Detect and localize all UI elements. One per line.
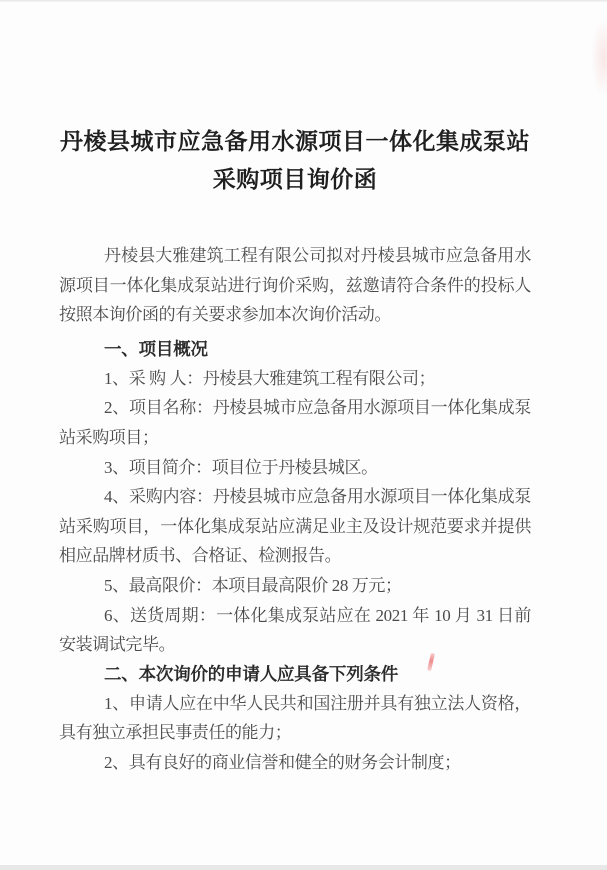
document-title-line-1: 丹棱县城市应急备用水源项目一体化集成泵站 (60, 129, 530, 154)
scan-edge-top (0, 0, 607, 2)
section2-heading: 二、本次询价的申请人应具备下列条件 (104, 663, 399, 684)
document-title (59, 123, 531, 199)
scan-edge-bottom (0, 865, 607, 870)
scan-smudge (591, 18, 607, 98)
section1-item-3: 3、项目简介：项目位于丹棱县城区。 (104, 457, 378, 477)
section1-item-4: 4、采购内容：丹棱县城市应急备用水源项目一体化集成泵站采购项目，一体化集成泵站应满足业主及设计规范要求并提供相应品牌材质书、合格证、检测报告。 (59, 487, 531, 566)
section2-item-2: 2、具有良好的商业信誉和健全的财务会计制度； (104, 752, 461, 772)
section2-item-1: 1、申请人应在中华人民共和国注册并具有独立法人资格，具有独立承担民事责任的能力； (59, 693, 531, 743)
section1-item-6: 6、送货周期：一体化集成泵站应在 2021 年 10 月 31 日前安装调试完毕。 (59, 605, 531, 655)
section1-item-5: 5、最高限价：本项目最高限价 28 万元； (104, 575, 402, 595)
section1-heading: 一、项目概况 (104, 338, 208, 359)
document-title-line-2: 采购项目询价函 (212, 167, 378, 192)
document-content (59, 123, 531, 778)
section1-item-1: 1、采 购 人：丹棱县大雅建筑工程有限公司； (104, 368, 436, 388)
section1-item-2: 2、项目名称：丹棱县城市应急备用水源项目一体化集成泵站采购项目； (59, 398, 531, 447)
intro-paragraph: 丹棱县大雅建筑工程有限公司拟对丹棱县城市应急备用水源项目一体化集成泵站进行询价采购，兹邀请符合条件的投标人按照本询价函的有关要求参加本次询价活动。 (59, 246, 531, 325)
